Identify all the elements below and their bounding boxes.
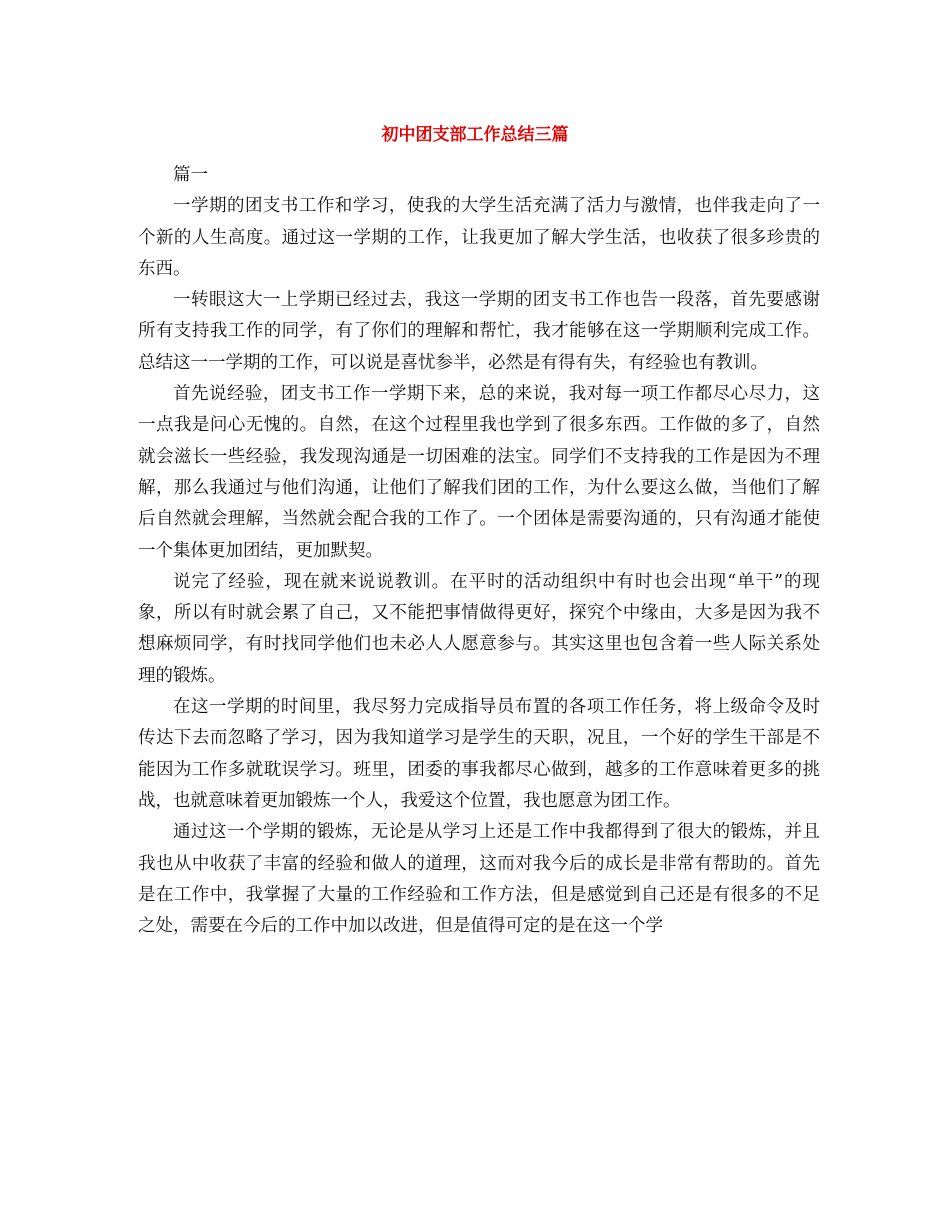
body-paragraph: 一转眼这大一上学期已经过去，我这一学期的团支书工作也告一段落，首先要感谢所有支持我工作的同学，有了你们的理解和帮忙，我才能够在这一学期顺利完成工作。总结这一一学期的工作，可以说是喜忧参半，必然是有得有失，有经验也有教训。 — [138, 290, 820, 373]
section-heading: 篇一 — [173, 165, 208, 185]
body-paragraph: 一学期的团支书工作和学习，使我的大学生活充满了活力与激情，也伴我走向了一个新的人生高度。通过这一学期的工作，让我更加了解大学生活，也收获了很多珍贵的东西。 — [138, 196, 820, 279]
body-paragraph: 在这一学期的时间里，我尽努力完成指导员布置的各项工作任务，将上级命令及时传达下去而忽略了学习，因为我知道学习是学生的天职，况且，一个好的学生干部是不能因为工作多就耽误学习。班里，团委的事我都尽心做到，越多的工作意味着更多的挑战，也就意味着更加锻炼一个人，我爱这个位置，我也愿意为团工作。 — [138, 697, 820, 811]
document-body — [138, 160, 820, 942]
document-title: 初中团支部工作总结三篇 — [381, 125, 569, 145]
body-paragraph: 通过这一个学期的锻炼，无论是从学习上还是工作中我都得到了很大的锻炼，并且我也从中收获了丰富的经验和做人的道理，这而对我今后的成长是非常有帮助的。首先是在工作中，我掌握了大量的工作经验和工作方法，但是感觉到自己还是有很多的不足之处，需要在今后的工作中加以改进，但是值得可定的是在这一个学 — [138, 822, 820, 937]
body-paragraph: 首先说经验，团支书工作一学期下来，总的来说，我对每一项工作都尽心尽力，这一点我是问心无愧的。自然，在这个过程里我也学到了很多东西。工作做的多了，自然就会滋长一些经验，我发现沟通是一切困难的法宝。同学们不支持我的工作是因为不理解，那么我通过与他们沟通，让他们了解我们团的工作，为什么要这么做，当他们了解后自然就会理解，当然就会配合我的工作了。一个团体是需要沟通的，只有沟通才能使一个集体更加团结，更加默契。 — [138, 384, 820, 561]
body-paragraph: 说完了经验，现在就来说说教训。在平时的活动组织中有时也会出现“单干”的现象，所以有时就会累了自己，又不能把事情做得更好，探究个中缘由，大多是因为我不想麻烦同学，有时找同学他们也未必人人愿意参与。其实这里也包含着一些人际关系处理的锻炼。 — [138, 571, 820, 686]
